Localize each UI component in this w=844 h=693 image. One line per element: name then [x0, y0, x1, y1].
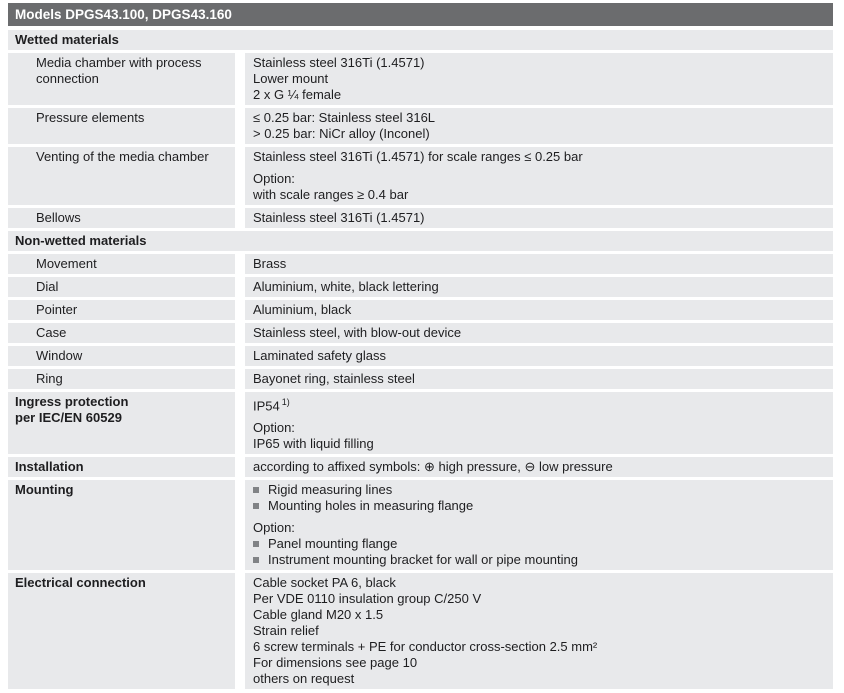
value-line: with scale ranges ≥ 0.4 bar	[253, 187, 409, 202]
section-header-non-wetted	[8, 231, 833, 251]
row-value	[245, 53, 833, 105]
row-label: Pressure elements	[8, 108, 235, 144]
value-line	[253, 394, 825, 414]
value-line: 2 x G ¼ female	[253, 87, 342, 102]
row-value	[245, 480, 833, 570]
bullet-square-icon	[253, 541, 259, 547]
row-label: Installation	[8, 457, 235, 477]
section-header-label: Non-wetted materials	[15, 233, 147, 248]
row-label: Venting of the media chamber	[8, 147, 235, 205]
table-row-venting	[8, 147, 833, 205]
row-label: Electrical connection	[8, 573, 235, 689]
table-row-pressure-elements	[8, 108, 833, 144]
value-line: Lower mount	[253, 71, 329, 86]
table-row-bellows	[8, 208, 833, 228]
value-line: Aluminium, white, black lettering	[253, 279, 439, 294]
option-label: Option:	[253, 520, 295, 536]
bullet-item-text: Panel mounting flange	[268, 536, 398, 552]
value-line: Laminated safety glass	[253, 348, 386, 363]
value-line: Aluminium, black	[253, 302, 352, 317]
row-label: Media chamber with process connection	[8, 53, 235, 105]
section-header-wetted	[8, 30, 833, 50]
row-label-line: per IEC/EN 60529	[15, 410, 122, 425]
table-row-installation	[8, 457, 833, 477]
row-label: Mounting	[8, 480, 235, 570]
bullet-item	[253, 536, 825, 552]
section-header-label: Wetted materials	[15, 32, 119, 47]
ip-rating-value: IP54	[253, 398, 280, 414]
option-label: Option:	[253, 171, 295, 186]
row-value	[245, 208, 833, 228]
row-label: Movement	[8, 254, 235, 274]
row-value	[245, 147, 833, 205]
value-line: IP65 with liquid filling	[253, 436, 374, 452]
row-label: Pointer	[8, 300, 235, 320]
row-label-line: Ingress protection	[15, 394, 129, 409]
value-line: Stainless steel, with blow-out device	[253, 325, 462, 340]
table-row-window	[8, 346, 833, 366]
models-title-bar	[8, 3, 833, 26]
table-row-mounting	[8, 480, 833, 570]
value-line: > 0.25 bar: NiCr alloy (Inconel)	[253, 126, 430, 141]
value-line: ≤ 0.25 bar: Stainless steel 316L	[253, 110, 436, 125]
table-row-movement	[8, 254, 833, 274]
bullet-item	[253, 482, 825, 498]
row-value	[245, 346, 833, 366]
table-row-electrical-connection	[8, 573, 833, 689]
bullet-item-text: Rigid measuring lines	[268, 482, 393, 498]
bullet-item	[253, 498, 825, 514]
row-label: Case	[8, 323, 235, 343]
value-line: Stainless steel 316Ti (1.4571) for scale ranges ≤ 0.25 bar	[253, 149, 583, 164]
row-value	[245, 277, 833, 297]
value-line: Strain relief	[253, 623, 319, 639]
value-line: Cable socket PA 6, black	[253, 575, 396, 591]
row-value	[245, 369, 833, 389]
row-value	[245, 573, 833, 689]
bullet-square-icon	[253, 503, 259, 509]
value-line: 6 screw terminals + PE for conductor cross-section 2.5 mm²	[253, 639, 598, 655]
row-value	[245, 392, 833, 454]
value-line: Brass	[253, 256, 287, 271]
row-value	[245, 108, 833, 144]
footnote-marker: 1)	[281, 397, 290, 407]
value-line: according to affixed symbols: ⊕ high pressure, ⊖ low pressure	[253, 459, 613, 475]
value-line: Bayonet ring, stainless steel	[253, 371, 415, 386]
value-line: Per VDE 0110 insulation group C/250 V	[253, 591, 482, 607]
row-value	[245, 457, 833, 477]
row-label: Window	[8, 346, 235, 366]
table-row-dial	[8, 277, 833, 297]
row-label	[8, 392, 235, 454]
value-line: Cable gland M20 x 1.5	[253, 607, 384, 623]
table-row-ingress-protection	[8, 392, 833, 454]
bullet-item-text: Mounting holes in measuring flange	[268, 498, 474, 514]
value-line: others on request	[253, 671, 355, 687]
row-value	[245, 300, 833, 320]
table-row-ring	[8, 369, 833, 389]
option-label: Option:	[253, 420, 295, 436]
row-label: Ring	[8, 369, 235, 389]
bullet-item	[253, 552, 825, 568]
value-line: Stainless steel 316Ti (1.4571)	[253, 55, 425, 70]
value-line: For dimensions see page 10	[253, 655, 418, 671]
table-row-pointer	[8, 300, 833, 320]
bullet-square-icon	[253, 557, 259, 563]
value-line: Stainless steel 316Ti (1.4571)	[253, 210, 425, 225]
models-title: Models DPGS43.100, DPGS43.160	[15, 7, 232, 22]
bullet-square-icon	[253, 487, 259, 493]
table-row-media-chamber	[8, 53, 833, 105]
row-value	[245, 323, 833, 343]
bullet-item-text: Instrument mounting bracket for wall or pipe mounting	[268, 552, 578, 568]
row-label: Dial	[8, 277, 235, 297]
table-row-case	[8, 323, 833, 343]
row-label: Bellows	[8, 208, 235, 228]
row-value	[245, 254, 833, 274]
